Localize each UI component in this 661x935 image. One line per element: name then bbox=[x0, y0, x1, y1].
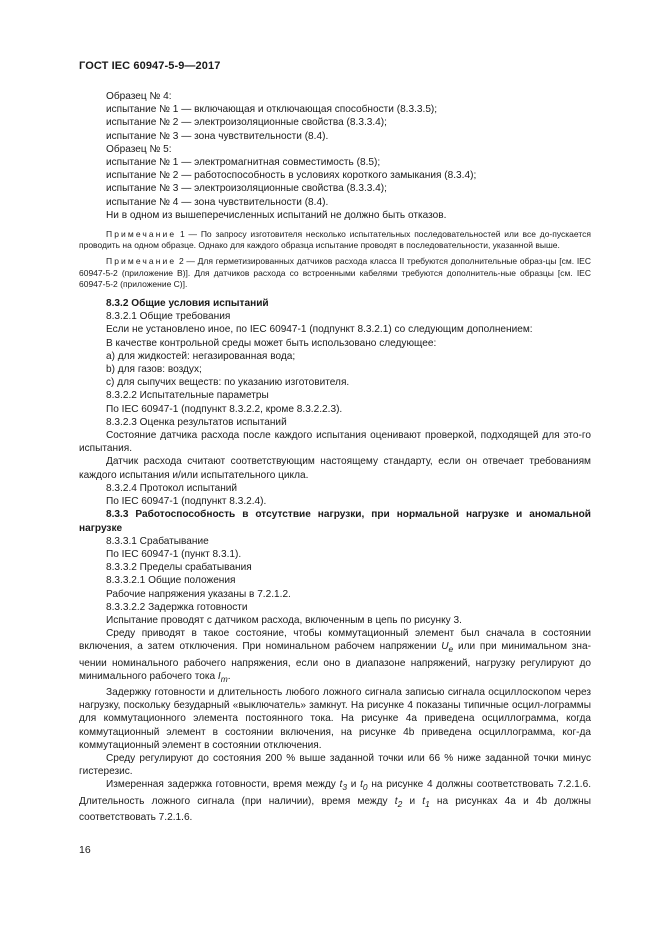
symbol-sub: e bbox=[448, 644, 454, 655]
paragraph: Среду регулируют до состояния 200 % выше заданной точки или 66 % ниже заданной точки минус гистерезис. bbox=[79, 752, 591, 778]
list-item: испытание № 1 — включающая и отключающая способности (8.3.3.5); bbox=[106, 104, 438, 116]
text-run: на рисунке 4 должны соответствовать 7.2.1.6. Длительность ложного сигнала (при наличии), время между bbox=[79, 779, 592, 807]
no-failures-text: Ни в одном из вышеперечисленных испытаний не должно быть отказов. bbox=[106, 209, 447, 221]
symbol-sub: 0 bbox=[362, 782, 368, 793]
note-text: 2 — Для герметизированных датчиков расхода класса II требуются дополнительные образ-цы [см. IEC 60947-5-2 (приложение B)]. Для датчиков расхода со встроенными кабелями требуются дополнитель-ные образцы [см. IEC 60947-5-2 (приложение C)]. bbox=[79, 256, 591, 289]
text-run: на рисунках 4a и 4b должны соответствовать 7.2.1.6. bbox=[79, 795, 592, 823]
page-number: 16 bbox=[79, 844, 91, 856]
text-run: или при минимальном зна-чении номинального рабочего напряжения, если оно в диапазоне напряжений, нагрузку регулируют до минимального рабочего тока bbox=[79, 641, 591, 682]
subsection-8-3-3-2-2: 8.3.3.2.2 Задержка готовности bbox=[106, 601, 248, 613]
list-item: a) для жидкостей: негазированная вода; bbox=[106, 350, 296, 362]
symbol-sub: 1 bbox=[425, 798, 430, 809]
document-body bbox=[79, 90, 591, 824]
paragraph: Задержку готовности и длительность любого ложного сигнала записью сигнала осциллоскопом через нагрузку, поскольку безударный «выключатель» замкнут. На рисунке 4 показаны типичные осцил-лограммы для коммутационного элемента постоянного тока. На рисунке 4a приведена осциллограмма, когда коммутационный элемент в состоянии включения, на рисунке 4b приведена осциллограмма, ког-да коммутационный элемент в состоянии отключения. bbox=[79, 686, 591, 751]
symbol-main: t bbox=[394, 795, 398, 807]
text-run: и bbox=[402, 795, 423, 807]
paragraph: Если не установлено иное, по IEC 60947-1 (подпункт 8.3.2.1) со следующим дополнением: bbox=[106, 324, 533, 336]
subsection-8-3-3-2: 8.3.3.2 Пределы срабатывания bbox=[106, 562, 252, 574]
paragraph: Состояние датчика расхода после каждого испытания оценивают проверкой, подходящей для это-го испытания. bbox=[79, 430, 591, 455]
section-heading-8-3-3: 8.3.3 Работоспособность в отсутствие нагрузки, при нормальной нагрузке и аномальной нагрузке bbox=[79, 509, 591, 534]
paragraph: По IEC 60947-1 (подпункт 8.3.2.4). bbox=[106, 496, 267, 508]
list-item: испытание № 3 — зона чувствительности (8.4). bbox=[106, 130, 329, 142]
list-item: испытание № 4 — зона чувствительности (8.4). bbox=[106, 196, 329, 208]
symbol-sub: m bbox=[220, 673, 228, 684]
sample-4-title: Образец № 4: bbox=[106, 91, 172, 102]
symbol-main: t bbox=[339, 779, 343, 791]
note-1 bbox=[79, 229, 591, 251]
subsection-8-3-2-4: 8.3.2.4 Протокол испытаний bbox=[106, 482, 238, 494]
list-item: испытание № 2 — работоспособность в условиях короткого замыкания (8.3.4); bbox=[106, 170, 477, 182]
text-run: и bbox=[347, 779, 361, 791]
symbol-t0 bbox=[360, 779, 368, 793]
subsection-8-3-2-3: 8.3.2.3 Оценка результатов испытаний bbox=[106, 416, 287, 428]
note-text: 1 — По запросу изготовителя несколько испытательных последовательностей или все до-пускается проводить на одном образце. Однако для каждого образца испытание проводят в последовательности, указанной выше. bbox=[79, 229, 591, 251]
paragraph: Датчик расхода считают соответствующим настоящему стандарту, если он отвечает требованиям каждого испытания и/или испытательного цикла. bbox=[79, 456, 591, 481]
paragraph: По IEC 60947-1 (подпункт 8.3.2.2, кроме 8.3.2.2.3). bbox=[106, 403, 343, 415]
text-run: Среду приводят в такое состояние, чтобы коммутационный элемент был сначала в состоянии включения, а затем отключения. При номинальном рабочем напряжении bbox=[79, 628, 591, 653]
list-item: испытание № 3 — электроизоляционные свойства (8.3.3.4); bbox=[106, 183, 387, 195]
symbol-sub: 2 bbox=[397, 798, 403, 809]
symbol-main: I bbox=[217, 670, 221, 682]
subsection-8-3-2-2: 8.3.2.2 Испытательные параметры bbox=[106, 390, 269, 402]
list-item: c) для сыпучих веществ: по указанию изготовителя. bbox=[106, 377, 350, 389]
section-heading-8-3-2: 8.3.2 Общие условия испытаний bbox=[106, 298, 269, 310]
note-label: Примечание bbox=[106, 229, 177, 240]
subsection-8-3-3-1: 8.3.3.1 Срабатывание bbox=[106, 535, 209, 547]
symbol-im bbox=[218, 671, 228, 682]
sample-5-title: Образец № 5: bbox=[106, 143, 172, 155]
paragraph: В качестве контрольной среды может быть использовано следующее: bbox=[106, 337, 437, 349]
sample-4-block bbox=[79, 90, 591, 143]
list-item: b) для газов: воздух; bbox=[106, 364, 202, 376]
symbol-main: t bbox=[422, 795, 426, 807]
text-run: . bbox=[227, 670, 231, 682]
note-label: Примечание bbox=[106, 256, 177, 267]
symbol-sub: 3 bbox=[342, 782, 348, 793]
list-item: испытание № 1 — электромагнитная совместимость (8.5); bbox=[106, 157, 381, 169]
subsection-8-3-3-2-1: 8.3.3.2.1 Общие положения bbox=[106, 575, 236, 587]
paragraph bbox=[79, 627, 591, 686]
symbol-t1 bbox=[422, 796, 430, 807]
note-2 bbox=[79, 256, 591, 290]
paragraph: По IEC 60947-1 (пункт 8.3.1). bbox=[106, 548, 242, 560]
symbol-main: U bbox=[441, 641, 449, 653]
paragraph bbox=[79, 778, 591, 824]
text-run: Измеренная задержка готовности, время между bbox=[106, 779, 340, 791]
paragraph: Испытание проводят с датчиком расхода, включенным в цепь по рисунку 3. bbox=[106, 614, 462, 626]
sample-5-block bbox=[79, 143, 591, 222]
document-header: ГОСТ IEC 60947-5-9—2017 bbox=[79, 60, 221, 72]
subsection-8-3-2-1: 8.3.2.1 Общие требования bbox=[106, 311, 231, 323]
symbol-ue bbox=[441, 641, 454, 655]
symbol-main: t bbox=[360, 779, 363, 791]
list-item: испытание № 2 — электроизоляционные свойства (8.3.3.4); bbox=[106, 117, 387, 129]
paragraph: Рабочие напряжения указаны в 7.2.1.2. bbox=[106, 588, 291, 600]
symbol-t3 bbox=[339, 779, 348, 793]
